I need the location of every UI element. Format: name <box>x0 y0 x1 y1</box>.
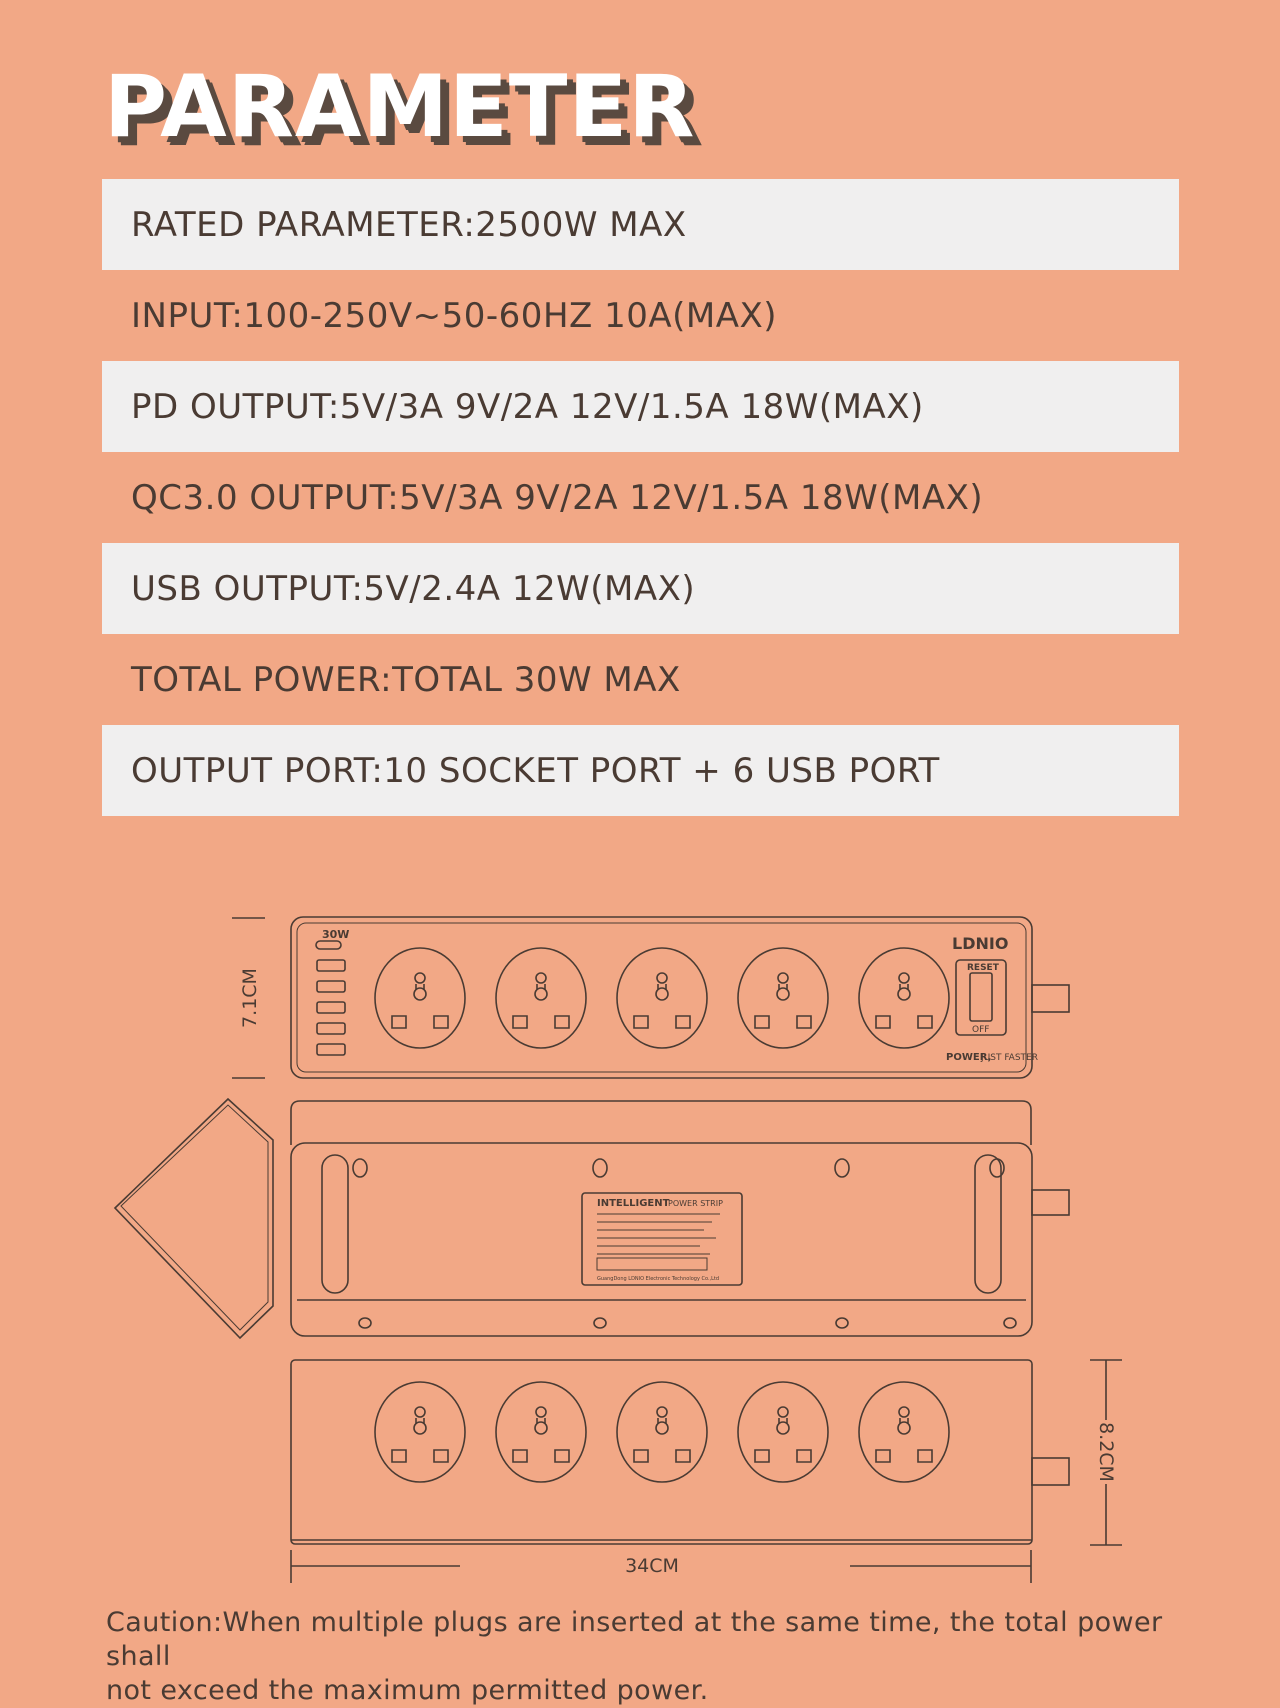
socket <box>496 1382 586 1482</box>
switch-rocker <box>970 973 992 1021</box>
end-view-inner <box>121 1105 268 1330</box>
socket <box>617 1382 707 1482</box>
caution-line-1: Caution:When multiple plugs are inserted at the same time, the total power shall <box>106 1607 1163 1672</box>
param-text: RATED PARAMETER:2500W MAX <box>131 204 687 245</box>
depth-label: 8.2CM <box>1095 1422 1117 1482</box>
bottom-view-body <box>291 1143 1032 1336</box>
param-text: QC3.0 OUTPUT:5V/3A 9V/2A 12V/1.5A 18W(MAX) <box>131 477 984 518</box>
usb-c-port <box>316 941 341 949</box>
param-text: USB OUTPUT:5V/2.4A 12W(MAX) <box>131 568 696 609</box>
length-label: 34CM <box>625 1555 679 1577</box>
socket <box>375 1382 465 1482</box>
front-view-body <box>291 1360 1032 1544</box>
param-text: TOTAL POWER:TOTAL 30W MAX <box>131 659 681 700</box>
mount-hole <box>353 1159 367 1177</box>
usb-port <box>317 1002 345 1013</box>
param-text: PD OUTPUT:5V/3A 9V/2A 12V/1.5A 18W(MAX) <box>131 386 924 427</box>
socket <box>859 1382 949 1482</box>
height-label: 7.1CM <box>239 968 261 1028</box>
param-text: OUTPUT PORT:10 SOCKET PORT + 6 USB PORT <box>131 750 940 791</box>
caution-line-2: not exceed the maximum permitted power. <box>106 1675 709 1706</box>
socket <box>859 948 949 1048</box>
off-label: OFF <box>972 1025 990 1035</box>
usb-port <box>317 1044 345 1055</box>
usb-port-group <box>316 928 349 1055</box>
screw <box>359 1318 371 1328</box>
cord-stub-bottom <box>1032 1190 1069 1215</box>
end-view <box>115 1099 273 1338</box>
reset-label: RESET <box>967 963 999 973</box>
top-view-inner <box>297 923 1026 1072</box>
usb-port <box>317 981 345 992</box>
rubber-foot <box>322 1155 348 1293</box>
top-view <box>291 917 1069 1078</box>
socket <box>496 948 586 1048</box>
screw <box>836 1318 848 1328</box>
caution-note <box>106 1606 1206 1708</box>
mount-hole <box>593 1159 607 1177</box>
socket <box>375 948 465 1048</box>
usb-port <box>317 1023 345 1034</box>
socket <box>738 948 828 1048</box>
screw <box>594 1318 606 1328</box>
mount-hole <box>835 1159 849 1177</box>
rubber-foot <box>975 1155 1001 1293</box>
cord-stub-front <box>1032 1458 1069 1485</box>
bottom-view <box>115 1099 1069 1338</box>
label-footer: GuangDong LDNIO Electronic Technology Co.,Ltd <box>597 1276 720 1282</box>
cert-icons <box>597 1258 707 1270</box>
screw <box>1004 1318 1016 1328</box>
label-text-lines <box>597 1214 720 1254</box>
socket <box>617 948 707 1048</box>
usb-port <box>317 960 345 971</box>
slogan-light: JUST FASTER <box>981 1053 1038 1063</box>
front-view <box>291 1360 1069 1544</box>
cord-stub-top <box>1032 985 1069 1012</box>
brand-logo: LDNIO <box>952 934 1009 953</box>
param-text: INPUT:100-250V~50-60HZ 10A(MAX) <box>131 295 778 336</box>
page-title: PARAMETER <box>104 57 696 157</box>
top-view-body <box>291 917 1032 1078</box>
slogan-bold: POWER, <box>946 1052 992 1063</box>
mount-hole <box>990 1159 1004 1177</box>
bottom-view-top-edge <box>291 1101 1031 1145</box>
usb-power-label: 30W <box>322 928 350 941</box>
label-title-bold: INTELLIGENT <box>597 1198 670 1209</box>
label-title-light: POWER STRIP <box>668 1199 723 1208</box>
socket <box>738 1382 828 1482</box>
